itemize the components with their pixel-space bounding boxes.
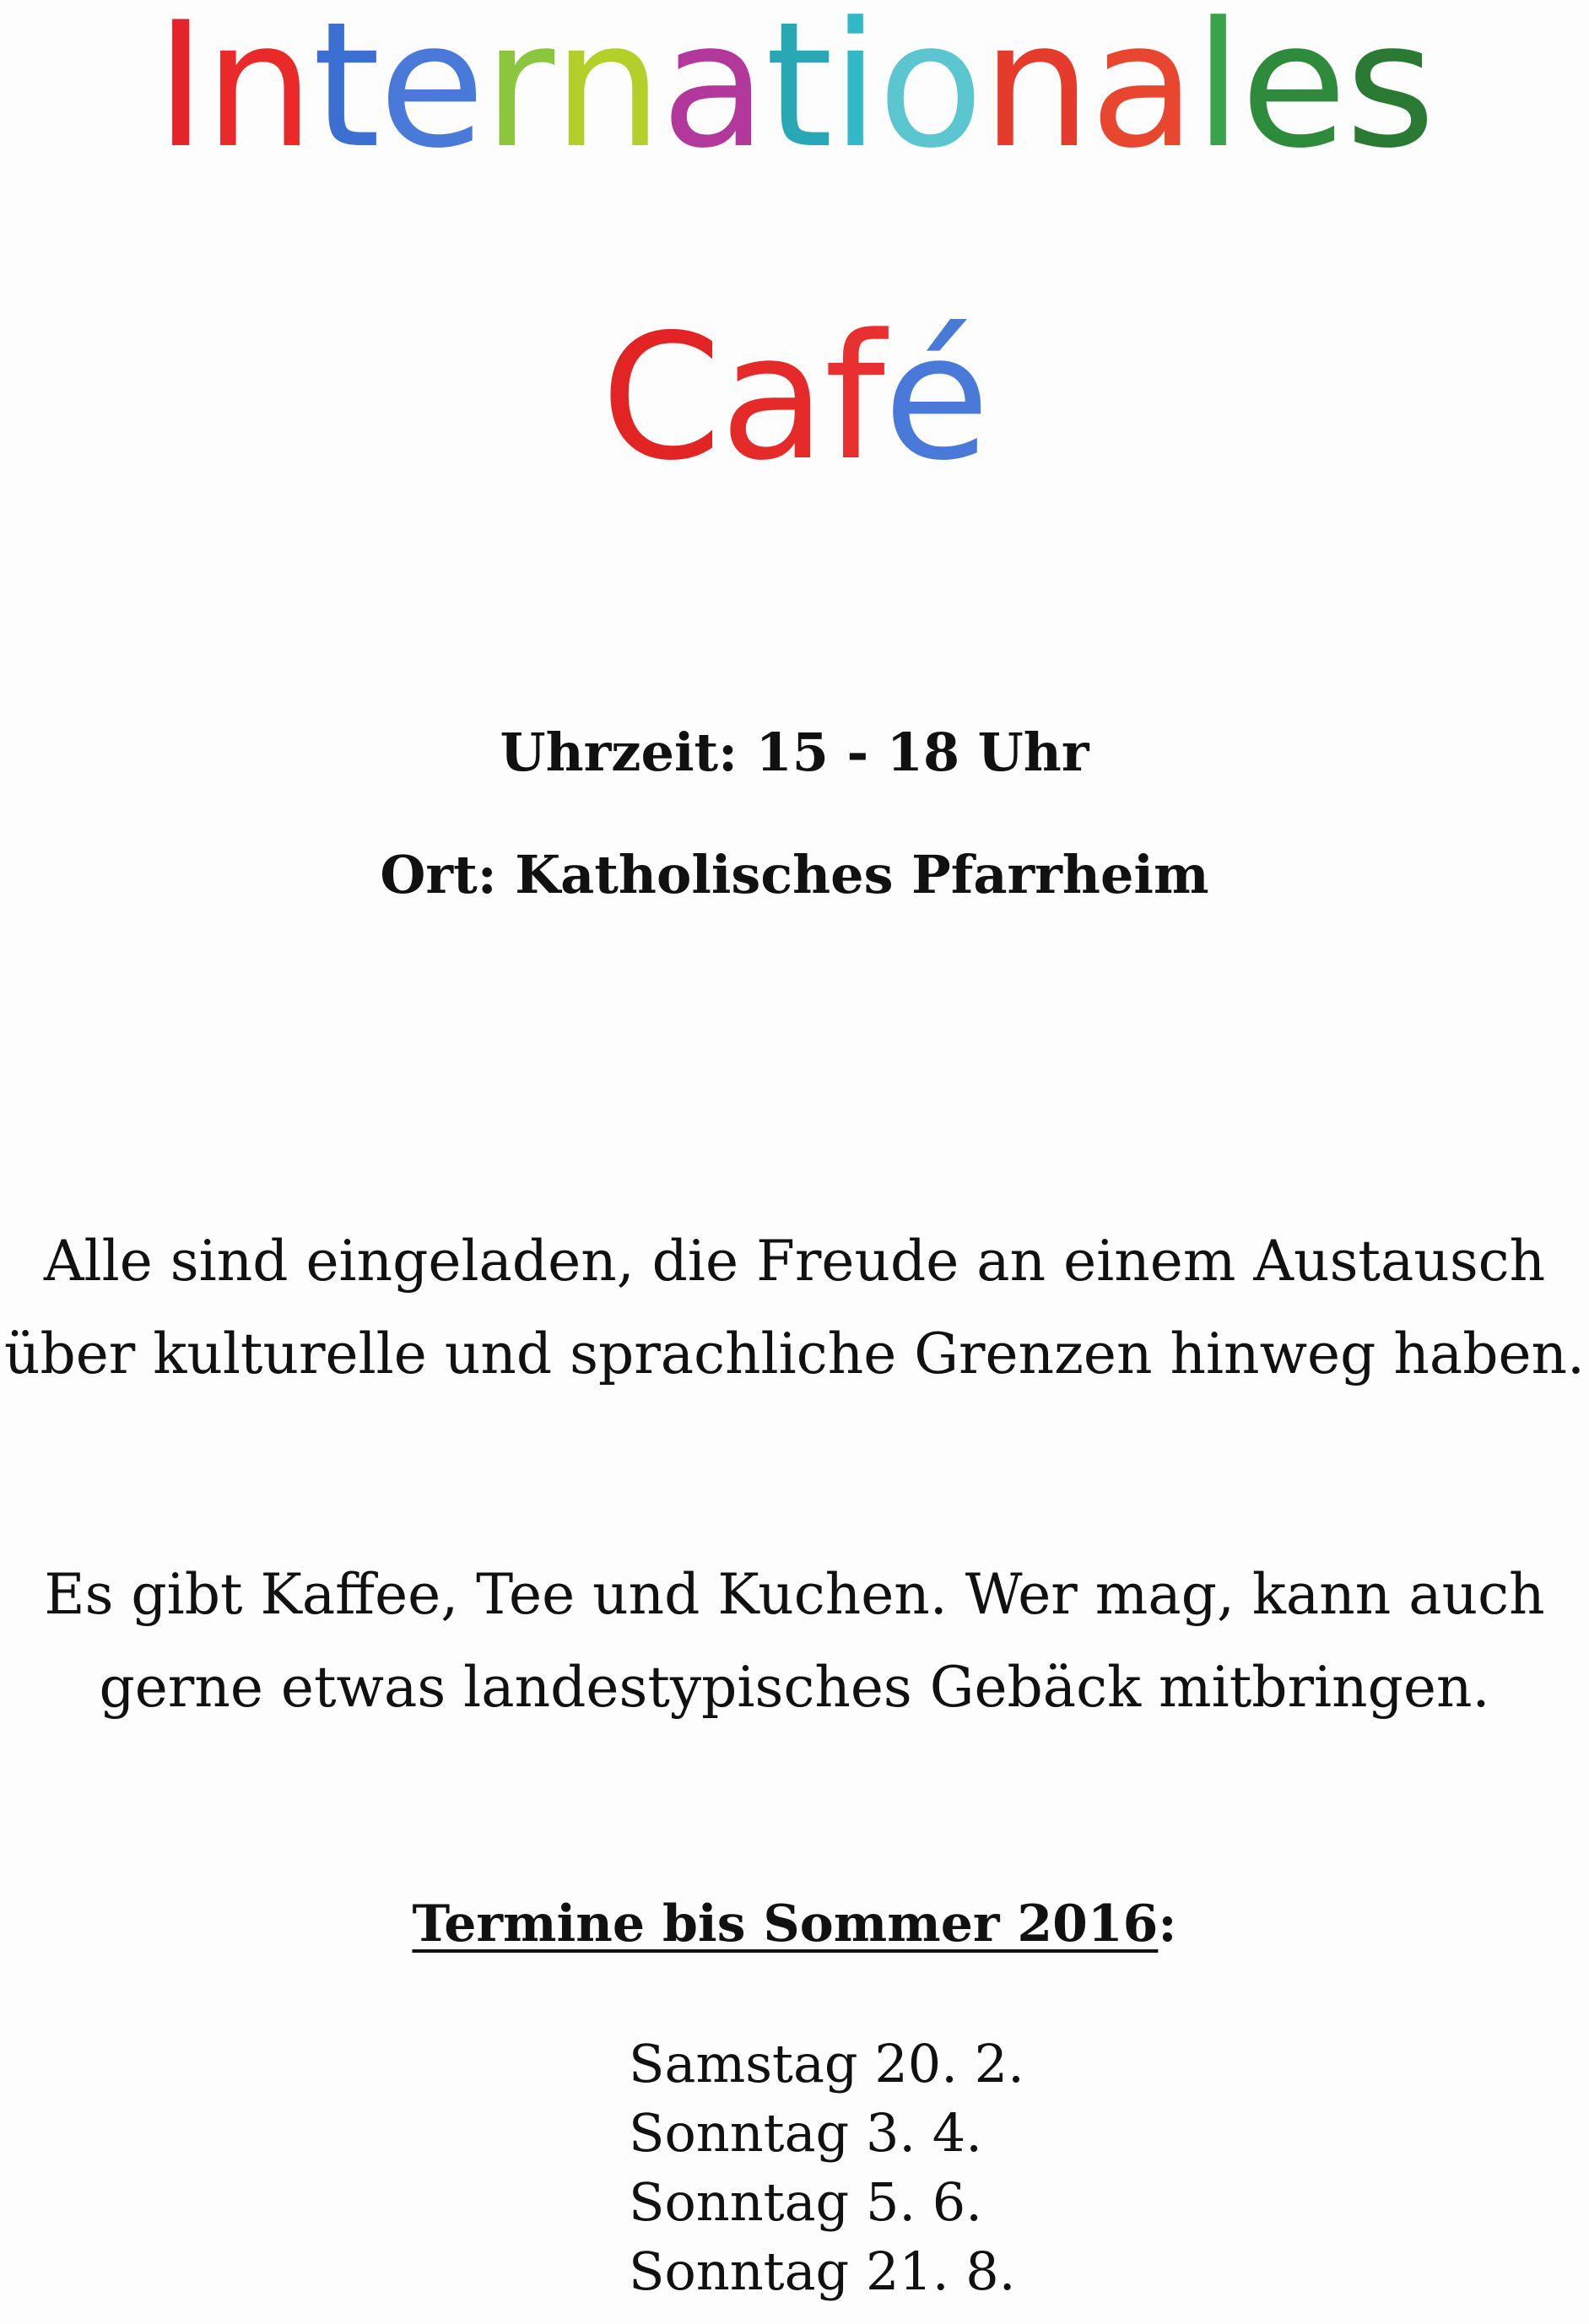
- title-letter: C: [600, 298, 721, 499]
- title-letter: i: [831, 0, 878, 186]
- title-letter: a: [720, 298, 824, 499]
- dates-heading-text: Termine bis Sommer 2016: [412, 1894, 1159, 1954]
- title-letter: l: [1194, 0, 1241, 186]
- invite-line-2: über kulturelle und sprachliche Grenzen hinweg haben.: [3, 1321, 1585, 1386]
- title-letter: a: [1089, 0, 1195, 186]
- title-letter: e: [1240, 0, 1346, 186]
- title-letter: n: [553, 0, 662, 186]
- title-letter: r: [483, 0, 554, 186]
- title-letter: é: [883, 298, 989, 499]
- date-item: Sonntag 21. 8.: [629, 2240, 1016, 2302]
- title-letter: I: [154, 0, 205, 186]
- dates-list: [629, 2029, 1219, 2306]
- time-info: Uhrzeit: 15 - 18 Uhr: [500, 722, 1089, 783]
- date-item: Sonntag 5. 6.: [629, 2171, 982, 2233]
- title-letter: s: [1345, 0, 1435, 186]
- date-item: Sonntag 3. 4.: [629, 2102, 982, 2164]
- invite-line-1: Alle sind eingeladen, die Freude an einem Austausch: [43, 1229, 1546, 1294]
- title-letter: n: [204, 0, 313, 186]
- dates-heading: [0, 1894, 1589, 1954]
- title-letter: t: [765, 0, 832, 186]
- dates-heading-colon: :: [1158, 1894, 1177, 1954]
- title-internationales: [0, 0, 1589, 194]
- food-paragraph: [0, 1548, 1589, 1734]
- title-letter: e: [378, 0, 484, 186]
- title-cafe: [0, 298, 1589, 506]
- food-line-1: Es gibt Kaffee, Tee und Kuchen. Wer mag, kann auch: [44, 1562, 1545, 1627]
- invite-paragraph: [0, 1215, 1589, 1401]
- food-line-2: gerne etwas landestypisches Gebäck mitbringen.: [99, 1655, 1490, 1720]
- title-letter: f: [824, 298, 884, 499]
- place-info: Ort: Katholisches Pfarrheim: [380, 844, 1209, 905]
- title-letter: t: [312, 0, 379, 186]
- title-letter: o: [878, 0, 982, 186]
- date-item: Samstag 20. 2.: [629, 2033, 1024, 2094]
- title-letter: n: [981, 0, 1090, 186]
- title-letter: a: [661, 0, 765, 186]
